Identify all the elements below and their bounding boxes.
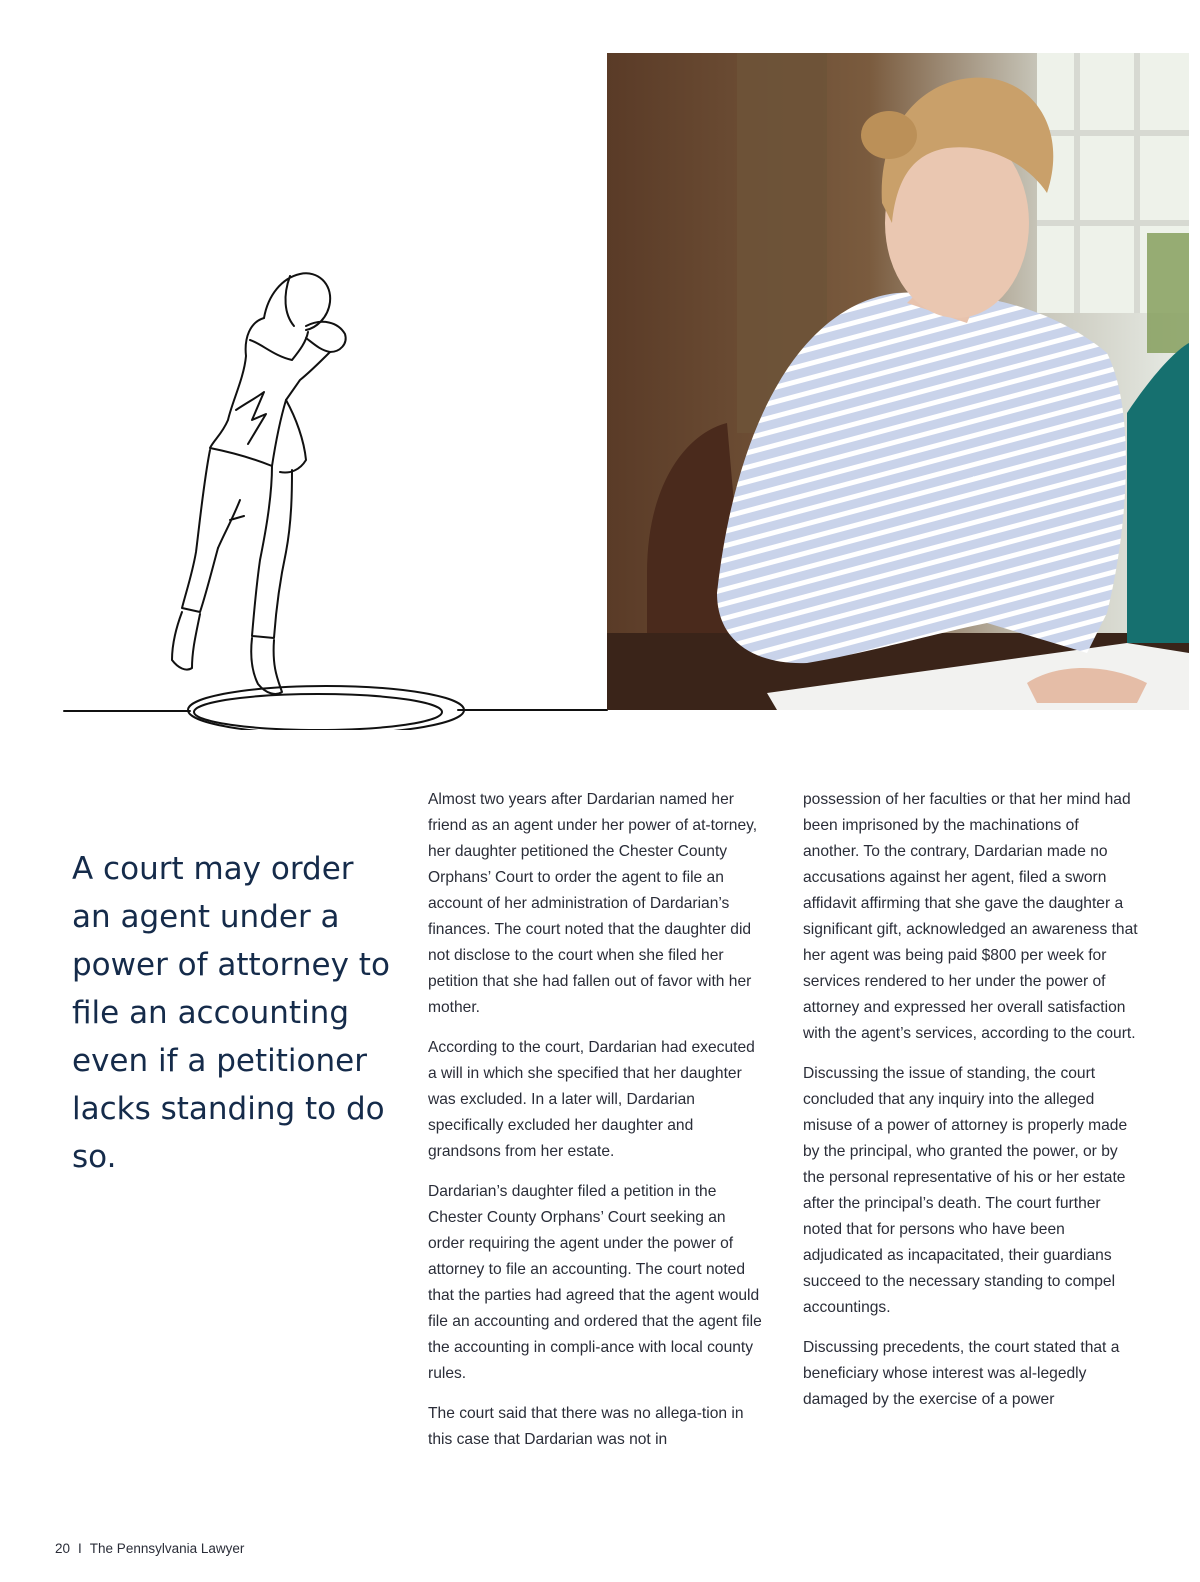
ground-line <box>64 710 607 711</box>
publication-name: The Pennsylvania Lawyer <box>89 1541 245 1556</box>
article-column-2 <box>803 787 1138 1427</box>
photo-placeholder <box>607 53 1189 710</box>
paragraph: Discussing the issue of standing, the court concluded that any inquiry into the alleged misuse of a power of attorney is properly made by the principal, who granted the power, or by the personal representative of his or her estate after the principal’s death. The court further noted that for persons who have been adjudicated as incapacitated, their guardians succeed to the necessary standing to compel accountings. <box>803 1065 1128 1316</box>
article-column-1 <box>428 787 763 1467</box>
manhole-outer <box>188 686 464 730</box>
paragraph: According to the court, Dardarian had executed a will in which she specified that her daughter was excluded. In a later will, Dardarian specifically excluded her daughter and grandsons from her estate. <box>428 1039 755 1160</box>
paragraph: possession of her faculties or that her mind had been imprisoned by the machinations of another. To the contrary, Dardarian made no accusations against her agent, filed a sworn affidavit affirming that she gave the daughter a significant gift, acknowledged an awareness that her agent was being paid $800 per week for services rendered to her under the power of attorney and expressed her overall satisfaction with the agent’s services, according to the court. <box>803 791 1138 1042</box>
figure-leg-right <box>252 466 292 638</box>
figure-foot-left <box>172 612 200 670</box>
footer-separator: I <box>78 1541 82 1556</box>
figure-hands <box>306 322 346 352</box>
figure-foot-right <box>251 638 282 694</box>
page-footer <box>55 1541 244 1556</box>
figure-leg-left <box>182 450 218 612</box>
pull-quote: A court may order an agent under a power of attorney to file an accounting even if a petitioner lacks standing to do so. <box>72 851 390 1175</box>
paragraph: Discussing precedents, the court stated that a beneficiary whose interest was al-legedly damaged by the exercise of a power <box>803 1339 1120 1408</box>
article-photo <box>607 53 1189 710</box>
manhole-inner <box>194 694 442 730</box>
figure-jacket-detail <box>236 392 266 444</box>
paragraph: Dardarian’s daughter filed a petition in the Chester County Orphans’ Court seeking an order requiring the agent under the power of attorney to file an accounting. The court noted that the parties had agreed that the agent would file an accounting and ordered that the agent file the accounting in compli-ance with local county rules. <box>428 1183 762 1382</box>
paragraph: The court said that there was no allega-tion in this case that Dardarian was not in <box>428 1405 744 1448</box>
figure-leg-detail <box>218 500 244 548</box>
paragraph: Almost two years after Dardarian named her friend as an agent under her power of at-torney, her daughter petitioned the Chester County Orphans’ Court to order the agent to file an account of her administration of Dardarian’s finances. The court noted that the daughter did not disclose to the court when she filed her petition that she had fallen out of favor with her mother. <box>428 791 758 1016</box>
page-number: 20 <box>55 1541 71 1556</box>
figure-torso <box>210 318 330 466</box>
